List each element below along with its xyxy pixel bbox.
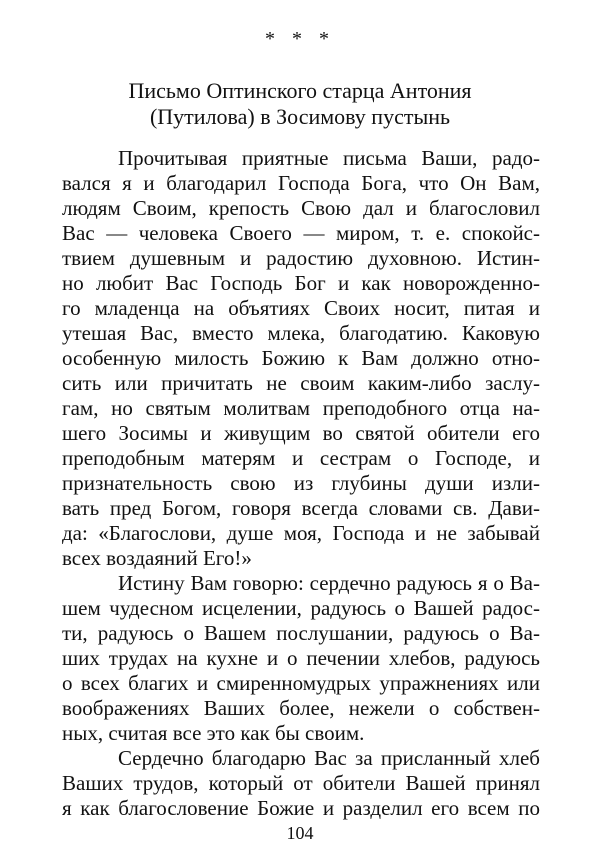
title-line: Письмо Оптинского старца Антония (128, 78, 472, 103)
text-line: ных, считая все это как бы своим. (62, 721, 365, 745)
text-line: о всех благих и смиренномудрых упражнениях или (62, 671, 540, 695)
text-line: людям Своим, крепость Свою дал и благословил (62, 196, 540, 220)
text-line: всех воздаяний Его!» (62, 546, 252, 570)
text-line: ших трудах на кухне и о печении хлебов, радуюсь (62, 646, 540, 670)
paragraph (62, 146, 540, 571)
section-separator: * * * (265, 28, 335, 50)
text-line: воображениях Ваших более, нежели о собствен- (62, 696, 540, 720)
body-text (62, 146, 540, 821)
text-line: твием душевным и радостию духовною. Истин- (62, 246, 540, 270)
title-line: (Путилова) в Зосимову пустынь (149, 104, 451, 129)
text-line: гам, но святым молитвам преподобного отца на- (62, 396, 540, 420)
text-line: особенную милость Божию к Вам должно отно- (62, 346, 540, 370)
text-line: го младенца на объятиях Своих носит, питая и (62, 296, 540, 320)
text-line: вался я и благодарил Господа Бога, что Он Вам, (62, 171, 540, 195)
text-line: я как благословение Божие и разделил его всем по (62, 796, 540, 820)
text-line: Прочитывая приятные письма Ваши, радо- (118, 146, 540, 170)
text-line: шем чудесном исцелении, радуюсь о Вашей радос- (62, 596, 540, 620)
text-line: Истину Вам говорю: сердечно радуюсь я о Ва- (118, 571, 540, 595)
text-line: сить или причитать не своим каким-либо заслу- (62, 371, 540, 395)
page-number: 104 (286, 823, 314, 843)
text-line: преподобным матерям и сестрам о Господе, и (62, 446, 540, 470)
paragraph (62, 571, 540, 746)
paragraph (62, 746, 540, 821)
letter-title (60, 78, 540, 130)
text-line: да: «Благослови, душе моя, Господа и не забывай (62, 521, 540, 545)
text-line: утешая Вас, вместо млека, благодатию. Каковую (62, 321, 540, 345)
text-line: признательность свою из глубины души изли- (62, 471, 540, 495)
text-line: шего Зосимы и живущим во святой обители его (62, 421, 540, 445)
text-line: Ваших трудов, который от обители Вашей принял (62, 771, 540, 795)
text-line: Вас — человека Своего — миром, т. е. спокойс- (62, 221, 540, 245)
text-line: вать пред Богом, говоря всегда словами св. Дави- (62, 496, 540, 520)
text-line: ти, радуюсь о Вашем послушании, радуюсь о Ва- (62, 621, 540, 645)
text-line: но любит Вас Господь Бог и как новорожденно- (62, 271, 540, 295)
text-line: Сердечно благодарю Вас за присланный хлеб (118, 746, 540, 770)
